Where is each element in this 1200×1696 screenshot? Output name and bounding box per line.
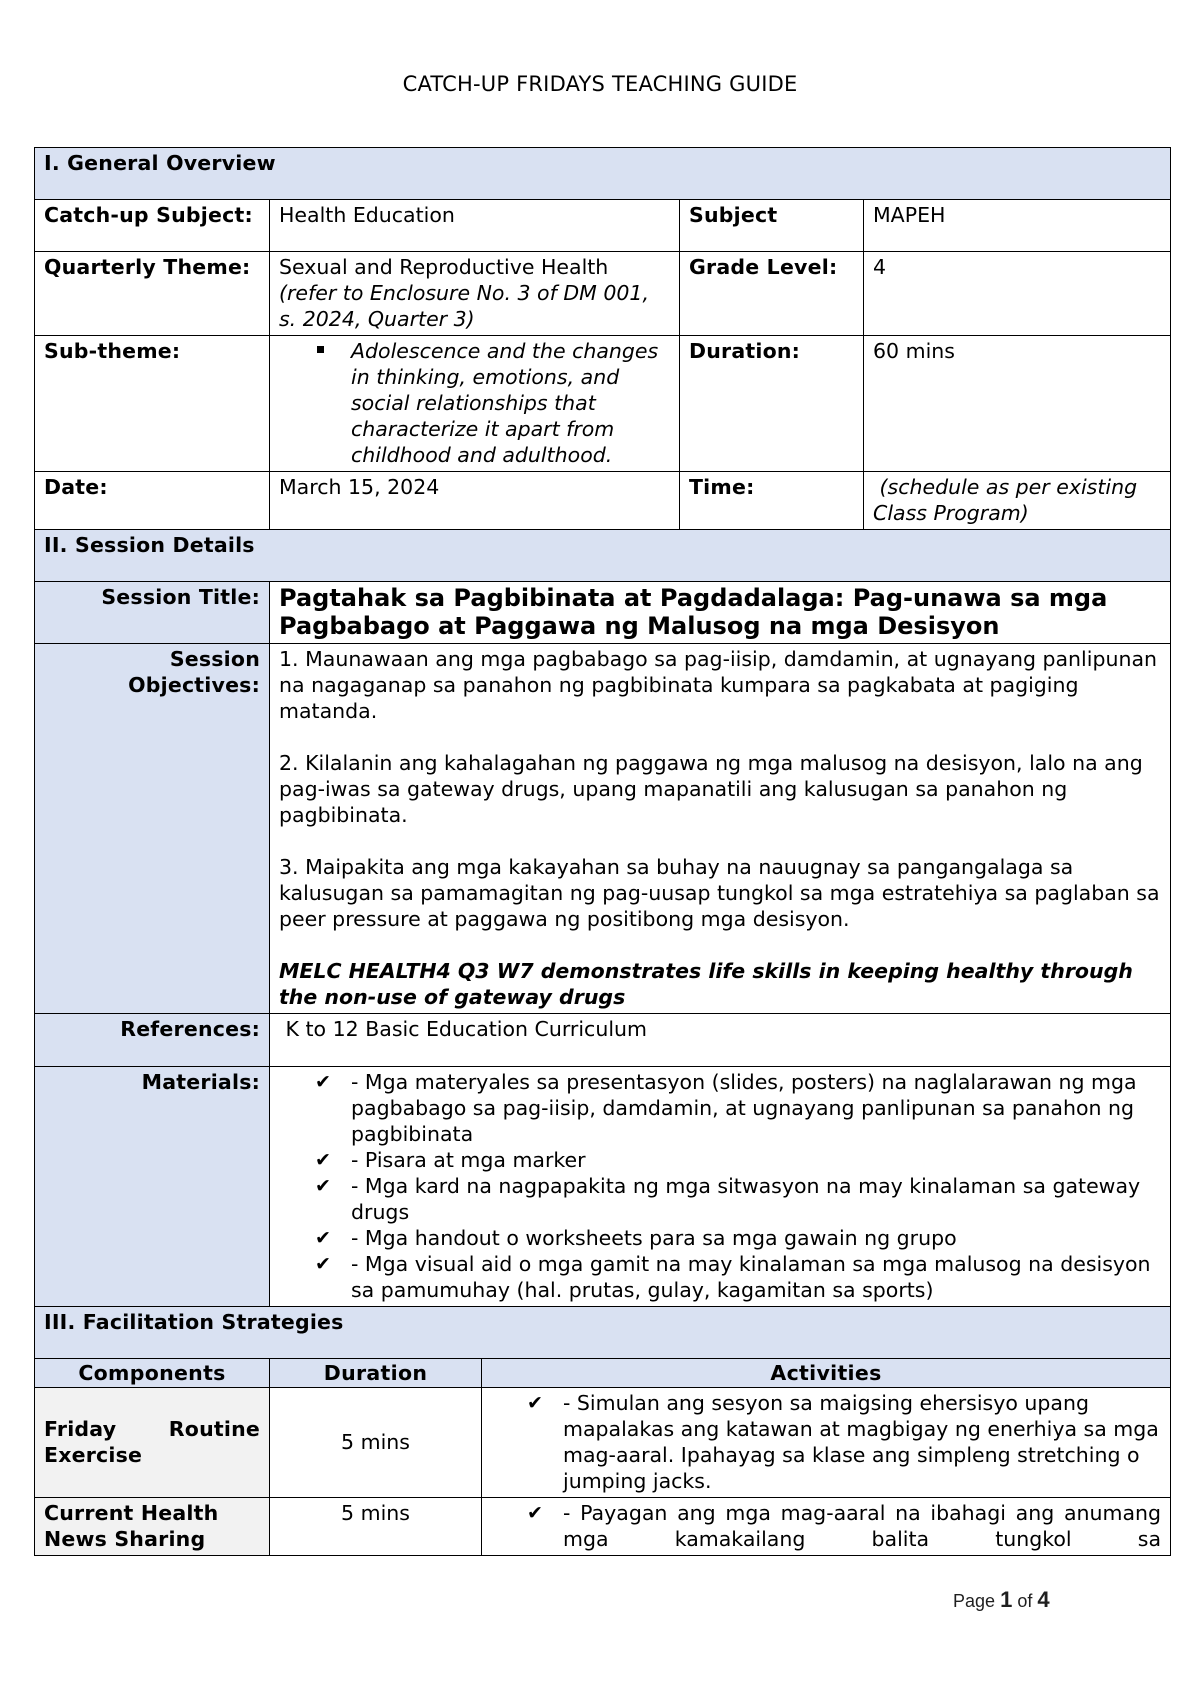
duration-label: Duration: <box>680 336 864 472</box>
subject-label: Subject <box>680 200 864 252</box>
duration-cell: 5 mins <box>270 1498 482 1556</box>
date-label: Date: <box>35 472 270 530</box>
list-item: ✔ - Pisara at mga marker <box>315 1148 586 1172</box>
session-objectives-row <box>35 644 1171 1014</box>
general-overview-header-row <box>35 148 1171 200</box>
quarterly-theme-label: Quarterly Theme: <box>35 252 270 336</box>
objective-item: 2. Kilalanin ang kahalagahan ng paggawa ng mga malusog na desisyon, lalo na ang pag-iwas sa gateway drugs, upang mapanatili ang kalusugan sa panahon ng pagbibinata. <box>279 751 1143 827</box>
table-row <box>35 1498 1171 1556</box>
catchup-subject-value: Health Education <box>270 200 680 252</box>
catchup-subject-label: Catch-up Subject: <box>35 200 270 252</box>
check-icon: ✔ <box>315 1253 331 1275</box>
teaching-guide-table <box>34 147 1171 1556</box>
list-item: ✔ - Mga materyales sa presentasyon (slides, posters) na naglalarawan ng mga pagbabago sa pag-iisip, damdamin, at ugnayang panlipunan sa panahon ng pagbibinata <box>315 1070 1137 1146</box>
table-row <box>35 1388 1171 1498</box>
session-details-heading: II. Session Details <box>35 530 1171 582</box>
date-value: March 15, 2024 <box>270 472 680 530</box>
duration-column-header: Duration <box>270 1359 482 1388</box>
grade-level-label: Grade Level: <box>680 252 864 336</box>
sub-theme-label: Sub-theme: <box>35 336 270 472</box>
session-objectives-label: Session Objectives: <box>35 644 270 1014</box>
components-column-header: Components <box>35 1359 270 1388</box>
session-title-row <box>35 582 1171 644</box>
list-item: ✔ - Mga kard na nagpapakita ng mga sitwasyon na may kinalaman sa gateway drugs <box>315 1174 1141 1224</box>
session-objectives-cell <box>270 644 1171 1014</box>
session-title-label: Session Title: <box>35 582 270 644</box>
materials-list <box>279 1069 1161 1303</box>
document-title: CATCH-UP FRIDAYS TEACHING GUIDE <box>402 72 798 96</box>
list-item: ✔ - Mga visual aid o mga gamit na may kinalaman sa mga malusog na desisyon sa pamumuhay (hal. prutas, gulay, kagamitan sa sports) <box>315 1252 1151 1302</box>
quarterly-theme-row <box>35 252 1171 336</box>
quarterly-theme-note: (refer to Enclosure No. 3 of DM 001, s. 2024, Quarter 3) <box>279 281 649 331</box>
list-item: ✔ - Mga handout o worksheets para sa mga gawain ng grupo <box>315 1226 957 1250</box>
check-icon: ✔ <box>315 1227 331 1249</box>
catchup-subject-row <box>35 200 1171 252</box>
component-cell: Friday Routine Exercise <box>35 1388 270 1498</box>
check-icon: ✔ <box>315 1149 331 1171</box>
objective-item: 1. Maunawaan ang mga pagbabago sa pag-iisip, damdamin, at ugnayang panlipunan na nagaganap sa panahon ng pagbibinata kumpara sa pagkabata at pagiging matanda. <box>279 647 1157 723</box>
time-label: Time: <box>680 472 864 530</box>
general-overview-heading: I. General Overview <box>35 148 1171 200</box>
check-icon: ✔ <box>527 1392 543 1414</box>
facilitation-column-header-row <box>35 1359 1171 1388</box>
subject-value: MAPEH <box>864 200 1171 252</box>
list-item: ✔ - Simulan ang sesyon sa maigsing ehersisyo upang mapalakas ang katawan at magbigay ng enerhiya sa mga mag-aaral. Ipahayag sa klase ang simpleng stretching o jumping jacks. <box>527 1391 1159 1493</box>
list-item: Adolescence and the changes in thinking, emotions, and social relationships that characterize it apart from childhood and adulthood. <box>351 338 670 468</box>
objective-item: 3. Maipakita ang mga kakayahan sa buhay na nauugnay sa pangangalaga sa kalusugan sa pamamagitan ng pag-uusap tungkol sa mga estratehiya sa paglaban sa peer pressure at paggawa ng positibong mga desisyon. <box>279 855 1160 931</box>
sub-theme-list <box>279 338 670 468</box>
duration-cell: 5 mins <box>270 1388 482 1498</box>
quarterly-theme-value: Sexual and Reproductive Health <box>279 255 609 279</box>
check-icon: ✔ <box>315 1071 331 1093</box>
sub-theme-cell <box>270 336 680 472</box>
check-icon: ✔ <box>527 1502 543 1524</box>
references-value: K to 12 Basic Education Curriculum <box>270 1014 1171 1067</box>
duration-value: 60 mins <box>864 336 1171 472</box>
component-cell: Current Health News Sharing <box>35 1498 270 1556</box>
check-icon: ✔ <box>315 1175 331 1197</box>
list-item: ✔ - Payagan ang mga mag-aaral na ibahagi ang anumang mga kamakailang balita tungkol sa <box>527 1501 1162 1551</box>
activity-cell <box>482 1388 1171 1498</box>
grade-level-value: 4 <box>864 252 1171 336</box>
date-row <box>35 472 1171 530</box>
references-label: References: <box>35 1014 270 1067</box>
time-value: (schedule as per existing Class Program) <box>864 472 1171 530</box>
page-number: Page 1 of 4 <box>953 1587 1050 1612</box>
materials-cell <box>270 1067 1171 1307</box>
facilitation-header-row <box>35 1307 1171 1359</box>
activities-column-header: Activities <box>482 1359 1171 1388</box>
sub-theme-row <box>35 336 1171 472</box>
quarterly-theme-cell <box>270 252 680 336</box>
materials-label: Materials: <box>35 1067 270 1307</box>
session-details-header-row <box>35 530 1171 582</box>
activity-cell <box>482 1498 1171 1556</box>
square-bullet-icon <box>317 346 324 353</box>
activity-list <box>491 1390 1161 1494</box>
facilitation-heading: III. Facilitation Strategies <box>35 1307 1171 1359</box>
materials-row <box>35 1067 1171 1307</box>
melc-statement: MELC HEALTH4 Q3 W7 demonstrates life skills in keeping healthy through the non-use of gateway drugs <box>279 959 1133 1009</box>
references-row <box>35 1014 1171 1067</box>
session-title-value: Pagtahak sa Pagbibinata at Pagdadalaga: Pag-unawa sa mga Pagbabago at Paggawa ng Malusog na mga Desisyon <box>270 582 1171 644</box>
activity-list <box>491 1500 1161 1552</box>
